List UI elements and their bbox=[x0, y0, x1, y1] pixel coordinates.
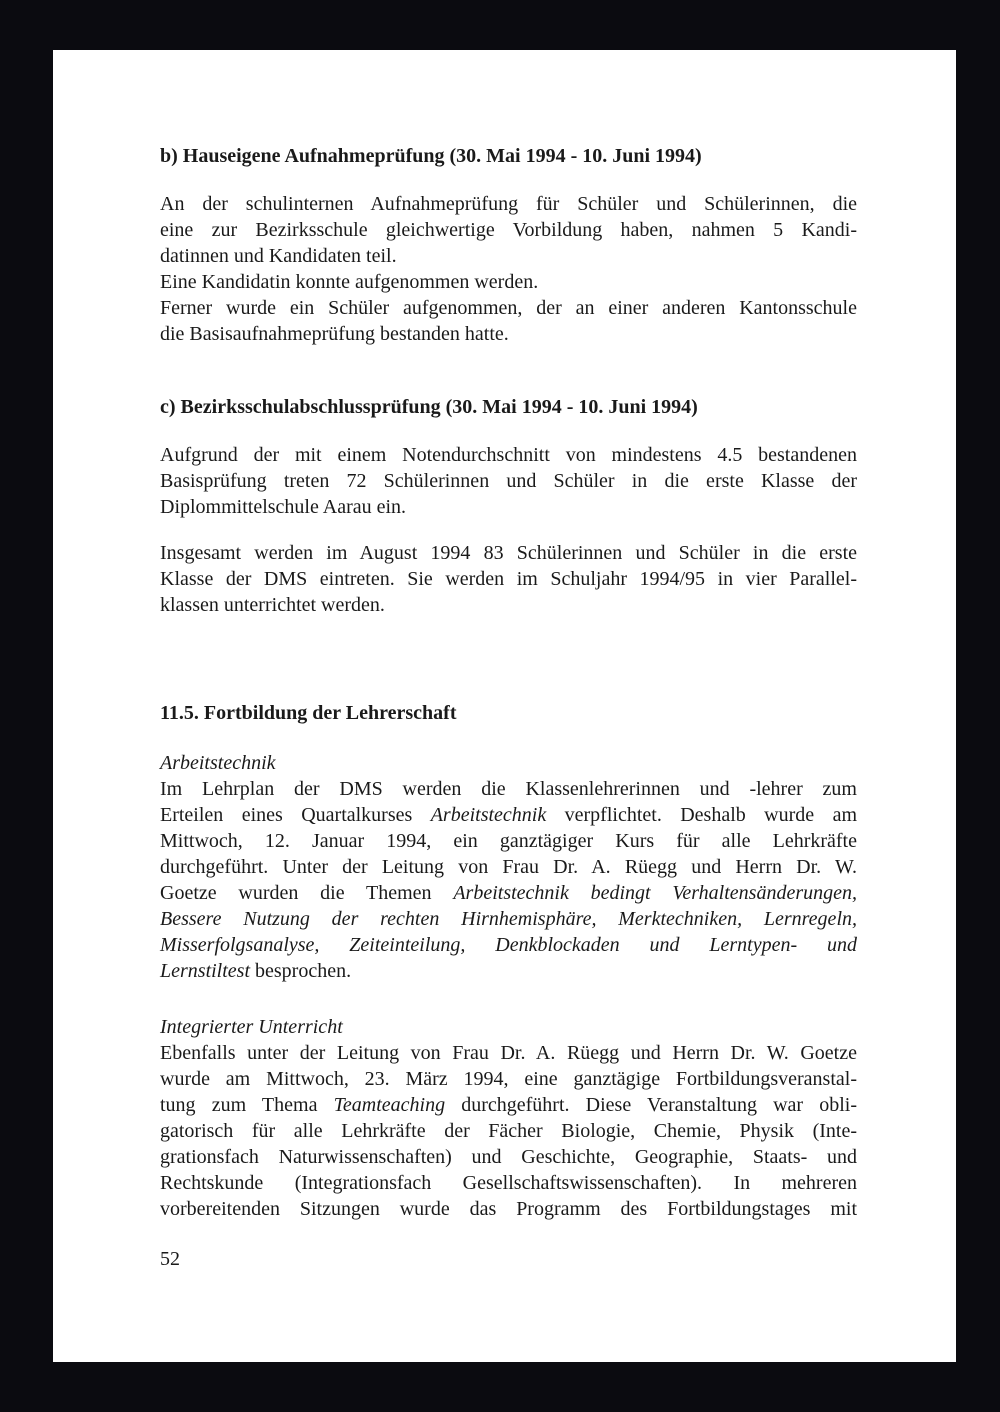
text-line bbox=[160, 468, 857, 494]
text-line bbox=[160, 1066, 857, 1092]
section-arbeitstechnik bbox=[160, 750, 857, 984]
text-segment: besprochen. bbox=[250, 960, 352, 982]
text-segment: Ebenfalls unter der Leitung von Frau Dr. A. Rüegg und Herrn Dr. W. Goetze bbox=[160, 1042, 857, 1064]
text-segment: Diplommittelschule Aarau ein. bbox=[160, 496, 407, 518]
italic-text: Integrierter Unterricht bbox=[160, 1016, 343, 1038]
text-line bbox=[160, 191, 857, 217]
text-segment: Goetze wurden die Themen bbox=[160, 882, 454, 904]
italic-text: Arbeitstechnik bbox=[430, 804, 547, 826]
heading-text bbox=[160, 143, 857, 169]
text-segment: verpflichtet. Deshalb wurde am bbox=[546, 804, 857, 826]
text-line bbox=[160, 295, 857, 321]
text-line bbox=[160, 750, 857, 776]
heading-11-5 bbox=[160, 700, 857, 726]
text-segment: b) Hauseigene Aufnahmeprüfung (30. Mai 1994 - 10. Juni 1994) bbox=[160, 145, 702, 167]
text-segment: vorbereitenden Sitzungen wurde das Programm des Fortbildungstages mit bbox=[160, 1198, 857, 1220]
text-line bbox=[160, 932, 857, 958]
italic-text: Bessere Nutzung der rechten Hirnhemisphäre, Merktechniken, Lernregeln, bbox=[160, 908, 857, 930]
text-segment: klassen unterrichtet werden. bbox=[160, 594, 385, 616]
text-line bbox=[160, 1170, 857, 1196]
text-line bbox=[160, 958, 857, 984]
text-line bbox=[160, 442, 857, 468]
text-segment: An der schulinternen Aufnahmeprüfung für Schüler und Schülerinnen, die bbox=[160, 193, 857, 215]
text-line bbox=[160, 1118, 857, 1144]
text-line bbox=[160, 1092, 857, 1118]
italic-text: Arbeitstechnik bedingt Verhaltensänderungen, bbox=[453, 882, 857, 904]
text-line bbox=[160, 1014, 857, 1040]
text-segment: Rechtskunde (Integrationsfach Gesellschaftswissenschaften). In mehreren bbox=[160, 1172, 857, 1194]
italic-text: Teamteaching bbox=[333, 1094, 446, 1116]
text-line bbox=[160, 1040, 857, 1066]
text-segment: eine zur Bezirksschule gleichwertige Vorbildung haben, nahmen 5 Kandi- bbox=[160, 219, 857, 241]
text-line bbox=[160, 1144, 857, 1170]
text-segment: Aufgrund der mit einem Notendurchschnitt von mindestens 4.5 bestandenen bbox=[160, 444, 857, 466]
text-segment: durchgeführt. Diese Veranstaltung war obli- bbox=[445, 1094, 857, 1116]
text-segment: 11.5. Fortbildung der Lehrerschaft bbox=[160, 702, 457, 724]
para-basis bbox=[160, 442, 857, 520]
para-aufnahme bbox=[160, 191, 857, 347]
text-segment: Ferner wurde ein Schüler aufgenommen, der an einer anderen Kantonsschule bbox=[160, 297, 857, 319]
heading-c bbox=[160, 394, 857, 420]
text-segment: Klasse der DMS eintreten. Sie werden im Schuljahr 1994/95 in vier Parallel- bbox=[160, 568, 857, 590]
page-number: 52 bbox=[160, 1248, 180, 1270]
text-segment: Insgesamt werden im August 1994 83 Schülerinnen und Schüler in die erste bbox=[160, 542, 857, 564]
text-line bbox=[160, 1196, 857, 1222]
text-segment: datinnen und Kandidaten teil. bbox=[160, 245, 397, 267]
text-segment: durchgeführt. Unter der Leitung von Frau Dr. A. Rüegg und Herrn Dr. W. bbox=[160, 856, 857, 878]
text-segment: Im Lehrplan der DMS werden die Klassenlehrerinnen und -lehrer zum bbox=[160, 778, 857, 800]
italic-text: Lernstiltest bbox=[160, 960, 251, 982]
heading-b bbox=[160, 143, 857, 169]
text-segment: gatorisch für alle Lehrkräfte der Fächer Biologie, Chemie, Physik (Inte- bbox=[160, 1120, 857, 1142]
text-line bbox=[160, 802, 857, 828]
document-page bbox=[53, 50, 956, 1362]
text-line bbox=[160, 321, 857, 347]
para-insgesamt bbox=[160, 540, 857, 618]
text-line bbox=[160, 540, 857, 566]
text-line bbox=[160, 828, 857, 854]
text-line bbox=[160, 854, 857, 880]
text-segment: die Basisaufnahmeprüfung bestanden hatte. bbox=[160, 323, 509, 345]
italic-text: Arbeitstechnik bbox=[160, 752, 276, 774]
text-segment: c) Bezirksschulabschlussprüfung (30. Mai 1994 - 10. Juni 1994) bbox=[160, 396, 698, 418]
text-segment: Eine Kandidatin konnte aufgenommen werden. bbox=[160, 271, 539, 293]
text-segment: grationsfach Naturwissenschaften) und Geschichte, Geographie, Staats- und bbox=[160, 1146, 857, 1168]
text-segment: tung zum Thema bbox=[160, 1094, 334, 1116]
text-line bbox=[160, 217, 857, 243]
heading-text bbox=[160, 700, 857, 726]
section-integrierter-unterricht bbox=[160, 1014, 857, 1222]
text-segment: Basisprüfung treten 72 Schülerinnen und Schüler in die erste Klasse der bbox=[160, 470, 857, 492]
text-line bbox=[160, 906, 857, 932]
text-line bbox=[160, 592, 857, 618]
text-line bbox=[160, 243, 857, 269]
text-line bbox=[160, 494, 857, 520]
text-line bbox=[160, 269, 857, 295]
text-line bbox=[160, 880, 857, 906]
text-segment: Erteilen eines Quartalkurses bbox=[160, 804, 431, 826]
heading-text bbox=[160, 394, 857, 420]
italic-text: Misserfolgsanalyse, Zeiteinteilung, Denkblockaden und Lerntypen- und bbox=[160, 934, 857, 956]
text-line bbox=[160, 776, 857, 802]
text-line bbox=[160, 566, 857, 592]
text-segment: Mittwoch, 12. Januar 1994, ein ganztägiger Kurs für alle Lehrkräfte bbox=[160, 830, 857, 852]
text-segment: wurde am Mittwoch, 23. März 1994, eine ganztägige Fortbildungsveranstal- bbox=[160, 1068, 857, 1090]
